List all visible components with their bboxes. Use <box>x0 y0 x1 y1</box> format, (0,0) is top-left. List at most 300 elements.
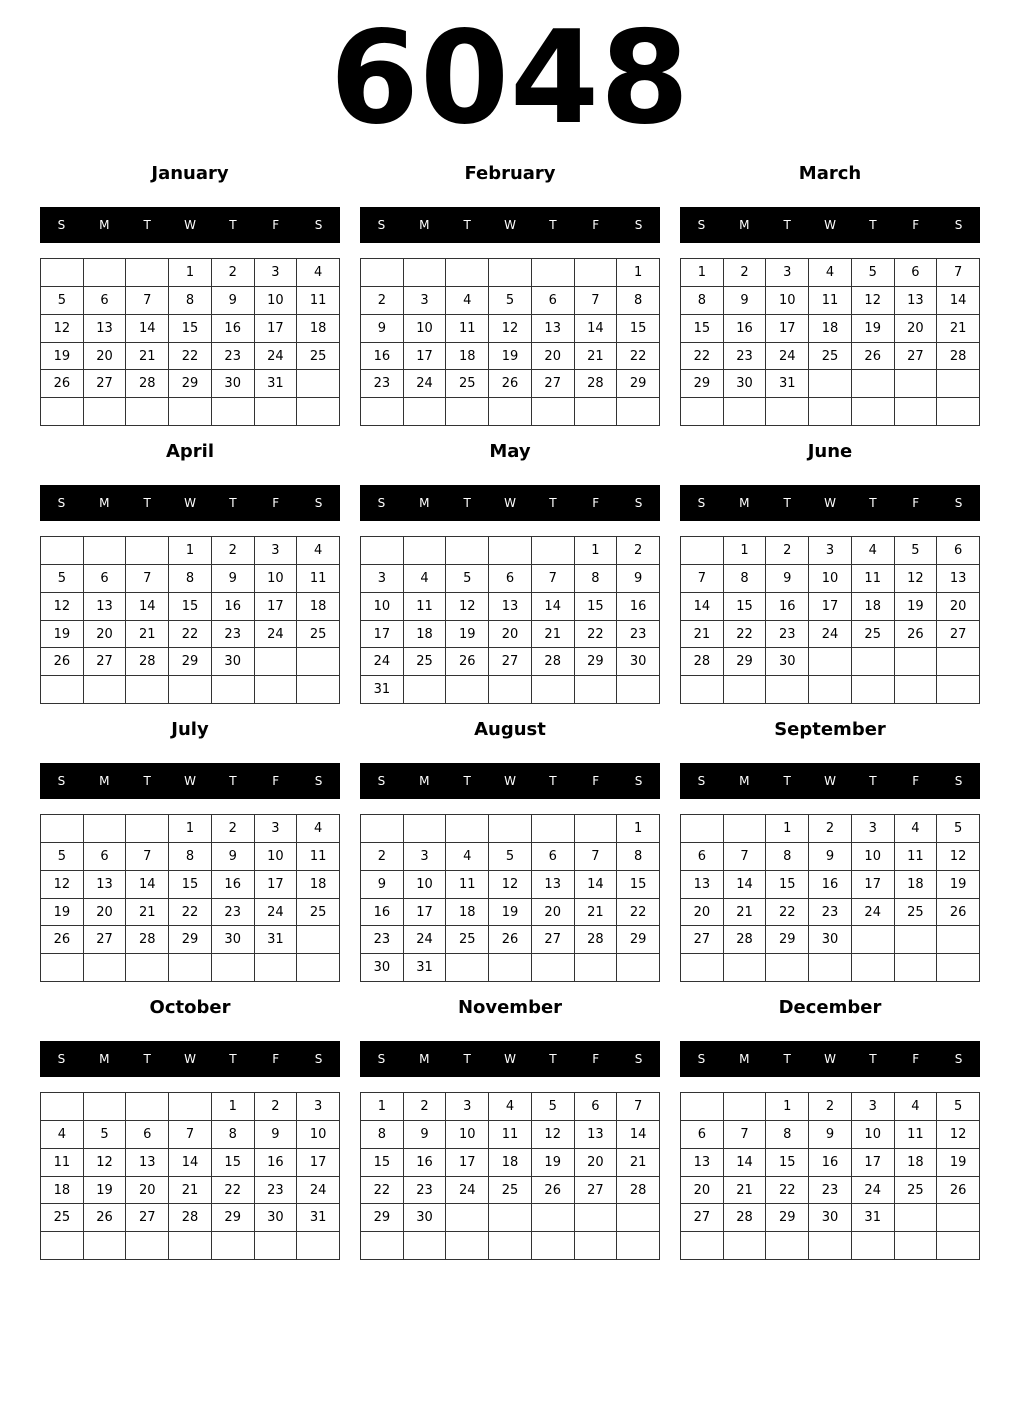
day-cell: 13 <box>681 1149 724 1177</box>
empty-day-cell <box>532 259 575 287</box>
day-cell: 20 <box>575 1149 618 1177</box>
day-cell: 10 <box>255 565 298 593</box>
empty-day-cell <box>126 537 169 565</box>
empty-day-cell <box>617 398 660 426</box>
weekday-label: M <box>99 1052 110 1066</box>
day-cell: 10 <box>297 1121 340 1149</box>
day-cell: 23 <box>724 343 767 371</box>
day-cell: 24 <box>809 621 852 649</box>
weekday-label: W <box>184 1052 196 1066</box>
day-cell: 18 <box>446 343 489 371</box>
day-cell: 17 <box>297 1149 340 1177</box>
empty-day-cell <box>84 259 127 287</box>
day-cell: 26 <box>41 648 84 676</box>
month-name: July <box>171 719 209 740</box>
day-cell: 8 <box>575 565 618 593</box>
empty-day-cell <box>126 398 169 426</box>
day-cell: 17 <box>446 1149 489 1177</box>
day-cell: 31 <box>766 370 809 398</box>
empty-day-cell <box>446 537 489 565</box>
empty-day-cell <box>255 954 298 982</box>
day-cell: 1 <box>361 1093 404 1121</box>
empty-day-cell <box>41 398 84 426</box>
day-cell: 4 <box>895 1093 938 1121</box>
empty-day-cell <box>937 398 980 426</box>
day-cell: 2 <box>617 537 660 565</box>
empty-day-cell <box>297 398 340 426</box>
empty-day-cell <box>169 398 212 426</box>
empty-day-cell <box>297 954 340 982</box>
day-cell: 3 <box>297 1093 340 1121</box>
day-cell: 16 <box>617 593 660 621</box>
empty-day-cell <box>852 648 895 676</box>
day-cell: 24 <box>255 621 298 649</box>
empty-day-cell <box>852 676 895 704</box>
day-cell: 8 <box>724 565 767 593</box>
empty-day-cell <box>617 676 660 704</box>
weekday-label: M <box>419 496 430 510</box>
day-cell: 13 <box>681 871 724 899</box>
empty-day-cell <box>41 537 84 565</box>
day-cell: 6 <box>681 1121 724 1149</box>
weekday-label: F <box>592 1052 600 1066</box>
day-cell: 29 <box>724 648 767 676</box>
day-cell: 16 <box>361 343 404 371</box>
empty-day-cell <box>724 398 767 426</box>
empty-day-cell <box>84 1093 127 1121</box>
day-cell: 2 <box>361 843 404 871</box>
day-cell: 16 <box>212 315 255 343</box>
empty-day-cell <box>84 815 127 843</box>
day-cell: 29 <box>361 1204 404 1232</box>
weekday-label: T <box>229 774 237 788</box>
day-cell: 19 <box>852 315 895 343</box>
day-cell: 16 <box>404 1149 447 1177</box>
weekday-label: S <box>634 496 643 510</box>
weekday-label: T <box>229 496 237 510</box>
day-cell: 12 <box>489 871 532 899</box>
empty-day-cell <box>766 676 809 704</box>
weekday-header <box>680 485 980 521</box>
day-cell: 12 <box>895 565 938 593</box>
day-cell: 2 <box>404 1093 447 1121</box>
weekday-label: S <box>57 218 66 232</box>
day-cell: 10 <box>852 1121 895 1149</box>
weekday-label: S <box>314 218 323 232</box>
day-cell: 23 <box>809 899 852 927</box>
day-cell: 19 <box>489 899 532 927</box>
day-cell: 8 <box>169 287 212 315</box>
day-cell: 9 <box>361 871 404 899</box>
weekday-header <box>40 763 340 799</box>
day-cell: 2 <box>212 537 255 565</box>
day-cell: 3 <box>255 815 298 843</box>
day-cell: 5 <box>895 537 938 565</box>
weekday-label: M <box>419 1052 430 1066</box>
weekday-header <box>360 485 660 521</box>
day-cell: 18 <box>297 315 340 343</box>
day-cell: 16 <box>212 871 255 899</box>
day-cell: 20 <box>895 315 938 343</box>
day-grid <box>680 814 980 982</box>
day-cell: 7 <box>126 287 169 315</box>
empty-day-cell <box>446 1204 489 1232</box>
day-cell: 23 <box>766 621 809 649</box>
day-cell: 9 <box>766 565 809 593</box>
day-cell: 7 <box>575 843 618 871</box>
empty-day-cell <box>937 1204 980 1232</box>
day-cell: 22 <box>724 621 767 649</box>
day-cell: 15 <box>169 593 212 621</box>
weekday-label: F <box>272 1052 280 1066</box>
weekday-label: M <box>99 774 110 788</box>
day-cell: 13 <box>126 1149 169 1177</box>
day-cell: 31 <box>404 954 447 982</box>
day-cell: 22 <box>361 1177 404 1205</box>
year-title: 6048 <box>329 4 691 153</box>
day-cell: 15 <box>766 1149 809 1177</box>
day-cell: 30 <box>617 648 660 676</box>
weekday-label: T <box>143 774 151 788</box>
day-cell: 28 <box>681 648 724 676</box>
day-cell: 26 <box>446 648 489 676</box>
day-cell: 7 <box>575 287 618 315</box>
day-cell: 20 <box>489 621 532 649</box>
day-cell: 3 <box>852 815 895 843</box>
empty-day-cell <box>937 676 980 704</box>
day-cell: 8 <box>766 843 809 871</box>
day-cell: 10 <box>404 871 447 899</box>
day-cell: 23 <box>212 899 255 927</box>
weekday-label: T <box>143 496 151 510</box>
weekday-label: S <box>377 496 386 510</box>
empty-day-cell <box>681 676 724 704</box>
day-cell: 23 <box>361 370 404 398</box>
empty-day-cell <box>297 1232 340 1260</box>
weekday-label: S <box>57 774 66 788</box>
day-cell: 6 <box>532 843 575 871</box>
weekday-label: W <box>504 774 516 788</box>
day-cell: 10 <box>255 843 298 871</box>
day-cell: 21 <box>617 1149 660 1177</box>
day-cell: 8 <box>361 1121 404 1149</box>
day-cell: 22 <box>617 899 660 927</box>
day-cell: 15 <box>169 871 212 899</box>
weekday-label: M <box>99 496 110 510</box>
day-cell: 1 <box>681 259 724 287</box>
day-cell: 6 <box>895 259 938 287</box>
empty-day-cell <box>41 1232 84 1260</box>
day-cell: 4 <box>297 537 340 565</box>
day-cell: 14 <box>681 593 724 621</box>
month-name: August <box>474 719 546 740</box>
empty-day-cell <box>895 370 938 398</box>
day-cell: 9 <box>212 843 255 871</box>
day-cell: 11 <box>895 1121 938 1149</box>
day-cell: 11 <box>852 565 895 593</box>
day-cell: 3 <box>255 537 298 565</box>
day-cell: 2 <box>809 815 852 843</box>
day-cell: 15 <box>617 315 660 343</box>
day-cell: 15 <box>766 871 809 899</box>
day-cell: 27 <box>681 1204 724 1232</box>
empty-day-cell <box>809 648 852 676</box>
day-cell: 16 <box>255 1149 298 1177</box>
empty-day-cell <box>852 1232 895 1260</box>
day-cell: 3 <box>809 537 852 565</box>
empty-day-cell <box>212 954 255 982</box>
day-grid <box>360 814 660 982</box>
day-cell: 29 <box>212 1204 255 1232</box>
day-cell: 28 <box>724 1204 767 1232</box>
empty-day-cell <box>532 398 575 426</box>
day-cell: 20 <box>937 593 980 621</box>
day-cell: 27 <box>532 370 575 398</box>
day-cell: 25 <box>404 648 447 676</box>
day-cell: 7 <box>169 1121 212 1149</box>
day-cell: 6 <box>937 537 980 565</box>
weekday-label: T <box>549 218 557 232</box>
empty-day-cell <box>126 815 169 843</box>
day-cell: 30 <box>212 926 255 954</box>
day-cell: 11 <box>895 843 938 871</box>
day-cell: 19 <box>41 343 84 371</box>
weekday-label: T <box>463 496 471 510</box>
weekday-label: W <box>184 496 196 510</box>
day-cell: 1 <box>766 1093 809 1121</box>
weekday-label: F <box>912 218 920 232</box>
day-cell: 1 <box>212 1093 255 1121</box>
empty-day-cell <box>895 676 938 704</box>
empty-day-cell <box>852 370 895 398</box>
day-cell: 30 <box>361 954 404 982</box>
weekday-label: S <box>697 496 706 510</box>
day-cell: 16 <box>212 593 255 621</box>
day-cell: 31 <box>297 1204 340 1232</box>
day-cell: 7 <box>126 843 169 871</box>
day-cell: 5 <box>937 1093 980 1121</box>
day-cell: 19 <box>489 343 532 371</box>
weekday-label: T <box>783 496 791 510</box>
day-cell: 6 <box>84 565 127 593</box>
day-cell: 24 <box>852 899 895 927</box>
day-cell: 14 <box>532 593 575 621</box>
day-cell: 9 <box>404 1121 447 1149</box>
day-grid <box>680 536 980 704</box>
weekday-header <box>40 207 340 243</box>
empty-day-cell <box>489 815 532 843</box>
day-cell: 26 <box>532 1177 575 1205</box>
day-cell: 18 <box>404 621 447 649</box>
day-cell: 28 <box>575 926 618 954</box>
day-cell: 12 <box>852 287 895 315</box>
day-cell: 11 <box>489 1121 532 1149</box>
day-cell: 17 <box>766 315 809 343</box>
day-cell: 5 <box>41 843 84 871</box>
day-cell: 8 <box>681 287 724 315</box>
day-cell: 3 <box>852 1093 895 1121</box>
day-cell: 1 <box>169 815 212 843</box>
day-cell: 19 <box>532 1149 575 1177</box>
day-cell: 25 <box>446 370 489 398</box>
day-cell: 29 <box>575 648 618 676</box>
day-cell: 17 <box>404 899 447 927</box>
day-cell: 4 <box>297 259 340 287</box>
day-grid <box>680 258 980 426</box>
day-cell: 17 <box>255 315 298 343</box>
day-cell: 17 <box>255 871 298 899</box>
empty-day-cell <box>126 1232 169 1260</box>
empty-day-cell <box>895 398 938 426</box>
day-cell: 25 <box>895 899 938 927</box>
day-cell: 26 <box>41 926 84 954</box>
weekday-label: S <box>634 1052 643 1066</box>
day-cell: 18 <box>297 871 340 899</box>
weekday-label: W <box>184 774 196 788</box>
weekday-header <box>360 763 660 799</box>
empty-day-cell <box>724 1093 767 1121</box>
day-cell: 29 <box>169 370 212 398</box>
weekday-label: S <box>314 1052 323 1066</box>
day-cell: 5 <box>446 565 489 593</box>
weekday-label: T <box>143 1052 151 1066</box>
empty-day-cell <box>84 954 127 982</box>
day-cell: 21 <box>126 621 169 649</box>
empty-day-cell <box>169 676 212 704</box>
day-cell: 31 <box>852 1204 895 1232</box>
day-cell: 14 <box>126 315 169 343</box>
month-name: March <box>798 163 862 184</box>
empty-day-cell <box>361 1232 404 1260</box>
day-cell: 29 <box>766 1204 809 1232</box>
day-cell: 19 <box>937 871 980 899</box>
day-cell: 5 <box>937 815 980 843</box>
day-grid <box>360 258 660 426</box>
day-cell: 27 <box>489 648 532 676</box>
empty-day-cell <box>809 398 852 426</box>
weekday-label: T <box>783 774 791 788</box>
empty-day-cell <box>724 1232 767 1260</box>
empty-day-cell <box>255 676 298 704</box>
empty-day-cell <box>895 648 938 676</box>
day-cell: 7 <box>681 565 724 593</box>
day-cell: 7 <box>937 259 980 287</box>
empty-day-cell <box>575 954 618 982</box>
day-cell: 22 <box>212 1177 255 1205</box>
empty-day-cell <box>681 815 724 843</box>
empty-day-cell <box>489 676 532 704</box>
day-cell: 3 <box>255 259 298 287</box>
day-cell: 5 <box>852 259 895 287</box>
weekday-header <box>680 207 980 243</box>
day-cell: 23 <box>255 1177 298 1205</box>
day-cell: 26 <box>41 370 84 398</box>
empty-day-cell <box>361 259 404 287</box>
day-cell: 2 <box>212 815 255 843</box>
day-cell: 21 <box>937 315 980 343</box>
day-cell: 12 <box>41 871 84 899</box>
day-cell: 14 <box>169 1149 212 1177</box>
weekday-label: M <box>739 496 750 510</box>
day-cell: 29 <box>766 926 809 954</box>
weekday-label: S <box>954 774 963 788</box>
empty-day-cell <box>361 398 404 426</box>
day-cell: 22 <box>766 899 809 927</box>
day-cell: 19 <box>895 593 938 621</box>
weekday-label: W <box>824 1052 836 1066</box>
weekday-label: F <box>272 218 280 232</box>
day-cell: 13 <box>84 871 127 899</box>
day-cell: 22 <box>766 1177 809 1205</box>
weekday-label: S <box>697 1052 706 1066</box>
day-cell: 22 <box>169 899 212 927</box>
day-grid <box>680 1092 980 1260</box>
day-cell: 28 <box>724 926 767 954</box>
day-cell: 16 <box>766 593 809 621</box>
day-cell: 7 <box>724 1121 767 1149</box>
empty-day-cell <box>895 1232 938 1260</box>
empty-day-cell <box>169 1093 212 1121</box>
day-cell: 24 <box>297 1177 340 1205</box>
empty-day-cell <box>361 537 404 565</box>
empty-day-cell <box>617 1204 660 1232</box>
weekday-header <box>680 763 980 799</box>
day-cell: 18 <box>895 871 938 899</box>
day-cell: 27 <box>681 926 724 954</box>
empty-day-cell <box>809 1232 852 1260</box>
day-cell: 9 <box>212 565 255 593</box>
day-cell: 28 <box>937 343 980 371</box>
day-cell: 25 <box>41 1204 84 1232</box>
day-cell: 9 <box>255 1121 298 1149</box>
day-grid <box>40 814 340 982</box>
day-cell: 12 <box>41 315 84 343</box>
empty-day-cell <box>575 676 618 704</box>
day-cell: 24 <box>404 370 447 398</box>
empty-day-cell <box>489 954 532 982</box>
day-cell: 6 <box>84 287 127 315</box>
day-cell: 5 <box>532 1093 575 1121</box>
empty-day-cell <box>297 370 340 398</box>
day-cell: 12 <box>532 1121 575 1149</box>
day-cell: 27 <box>126 1204 169 1232</box>
day-cell: 11 <box>41 1149 84 1177</box>
weekday-label: S <box>57 1052 66 1066</box>
day-cell: 26 <box>489 926 532 954</box>
day-cell: 21 <box>532 621 575 649</box>
weekday-header <box>680 1041 980 1077</box>
day-cell: 25 <box>446 926 489 954</box>
day-cell: 26 <box>489 370 532 398</box>
month-name: November <box>457 997 563 1018</box>
weekday-label: S <box>314 496 323 510</box>
day-cell: 24 <box>852 1177 895 1205</box>
day-cell: 28 <box>617 1177 660 1205</box>
empty-day-cell <box>255 1232 298 1260</box>
weekday-label: W <box>504 1052 516 1066</box>
empty-day-cell <box>937 370 980 398</box>
day-cell: 15 <box>361 1149 404 1177</box>
day-cell: 6 <box>575 1093 618 1121</box>
day-cell: 15 <box>724 593 767 621</box>
day-cell: 21 <box>724 899 767 927</box>
day-cell: 3 <box>766 259 809 287</box>
day-cell: 27 <box>532 926 575 954</box>
day-cell: 26 <box>895 621 938 649</box>
day-cell: 13 <box>489 593 532 621</box>
day-cell: 19 <box>84 1177 127 1205</box>
day-cell: 9 <box>809 1121 852 1149</box>
